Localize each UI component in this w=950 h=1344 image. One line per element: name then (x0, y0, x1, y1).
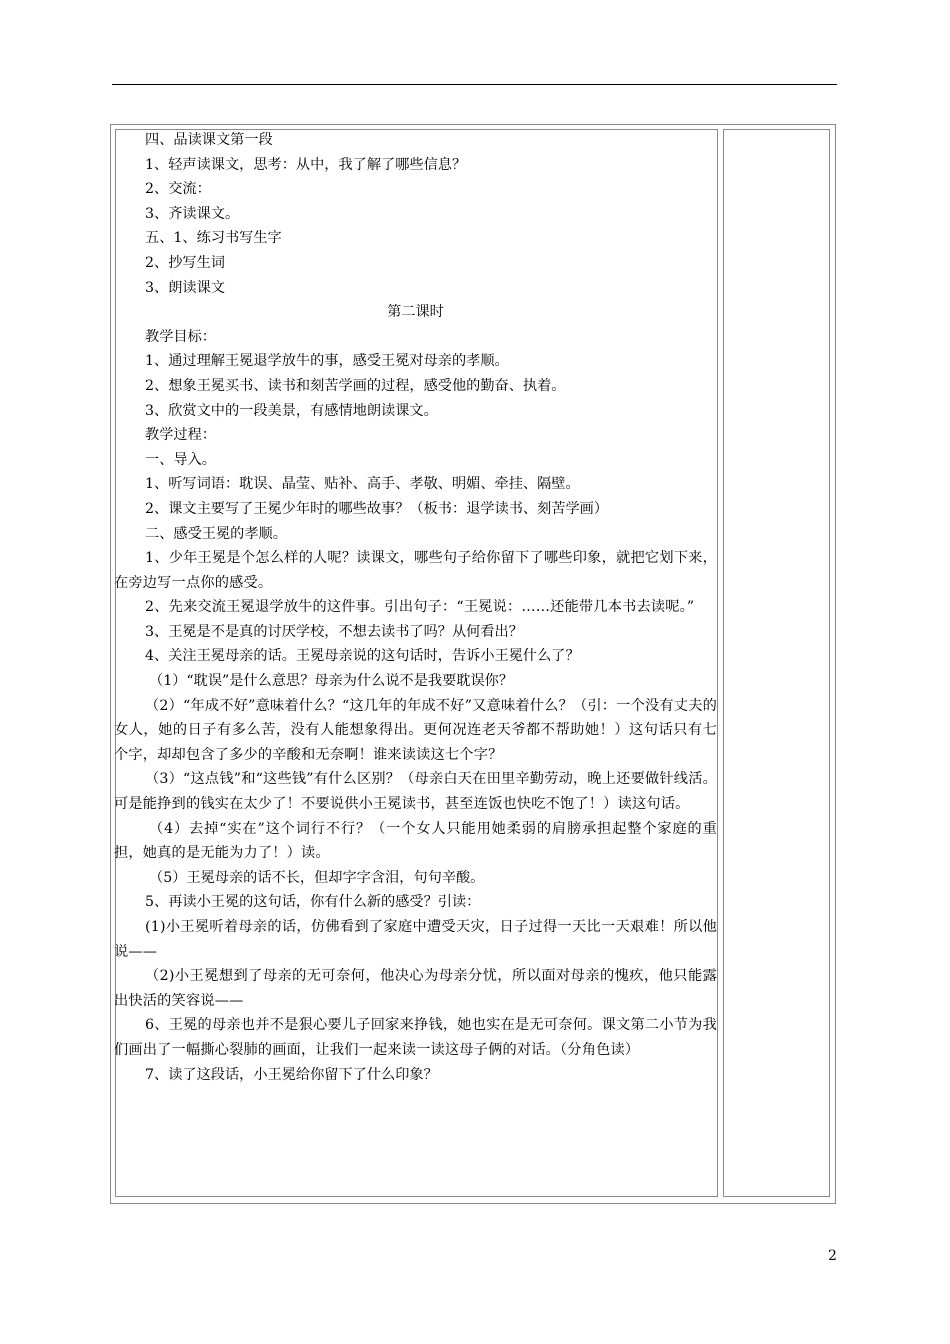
text-line: 4、关注王冕母亲的话。王冕母亲说的这句话时，告诉小王冕什么了？ (145, 648, 580, 665)
text-paragraph: （2）“年成不好”意味着什么？“这几年的年成不好”又意味着什么？（引：一个没有丈夫的女人，她的日子有多么苦，没有人能想象得出。更何况连老天爷都不帮助她！）这句话只有七个字，却却包含了多少的辛酸和无奈啊！谁来读读这七个字？ (114, 697, 717, 763)
text-paragraph: (1)小王冕听着母亲的话，仿佛看到了家庭中遭受天灾，日子过得一天比一天艰难！所以他说—— (114, 919, 717, 960)
text-line: 5、再读小王冕的这句话，你有什么新的感受？引读： (145, 894, 481, 911)
text-paragraph: （4）去掉“实在”这个词行不行？（一个女人只能用她柔弱的肩膀承担起整个家庭的重担，她真的是无能为力了！）读。 (114, 820, 717, 862)
text-line: 2、交流： (145, 181, 211, 198)
text-line: 3、欣赏文中的一段美景，有感情地朗读课文。 (145, 402, 438, 419)
text-paragraph: 2、先来交流王冕退学放牛的这件事。引出句子：“王冕说：……还能带几本书去读呢。” (145, 599, 695, 616)
text-line: 3、王冕是不是真的讨厌学校，不想去读书了吗？从何看出？ (145, 623, 523, 640)
text-line: 7、读了这段话，小王冕给你留下了什么印象？ (145, 1066, 438, 1083)
section-heading: 五、1、练习书写生字 (145, 230, 282, 247)
page-number: 2 (828, 1248, 837, 1264)
text-line: 2、抄写生词 (145, 254, 225, 271)
section-heading: 二、感受王冕的孝顺。 (145, 525, 287, 542)
text-line: （1）“耽误”是什么意思？母亲为什么说不是我要耽误你？ (149, 673, 514, 690)
text-paragraph: 6、王冕的母亲也并不是狠心要儿子回家来挣钱，她也实在是无可奈何。课文第二小节为我们画出了一幅撕心裂肺的画面，让我们一起来读一读这母子俩的对话。（分角色读） (114, 1017, 717, 1058)
section-heading: 一、导入。 (145, 451, 216, 468)
text-paragraph: 1、少年王冕是个怎么样的人呢？读课文，哪些句子给你留下了哪些印象，就把它划下来，在旁边写一点你的感受。 (114, 550, 717, 591)
text-paragraph: （2)小王冕想到了母亲的无可奈何，他决心为母亲分忧，所以面对母亲的愧疚，他只能露出快活的笑容说—— (114, 968, 717, 1009)
section-heading: 教学目标： (145, 328, 216, 345)
lesson-content (114, 128, 717, 1087)
text-line: 2、想象王冕买书、读书和刻苦学画的过程，感受他的勤奋、执着。 (145, 377, 566, 394)
text-paragraph: （3）“这点钱”和“这些钱”有什么区别？（母亲白天在田里辛勤劳动，晚上还要做针线活。可是能挣到的钱实在太少了！不要说供小王冕读书，甚至连饭也快吃不饱了！）读这句话。 (114, 771, 717, 813)
text-line: 3、朗读课文 (145, 279, 225, 296)
lesson-title: 第二课时 (387, 304, 444, 321)
text-line: 3、齐读课文。 (145, 205, 240, 222)
text-line: 2、课文主要写了王冕少年时的哪些故事？（板书：退学读书、刻苦学画） (145, 500, 609, 517)
text-line: 1、通过理解王冕退学放牛的事，感受王冕对母亲的孝顺。 (145, 353, 509, 370)
notes-cell (723, 129, 830, 1197)
text-line: 1、听写词语：耽误、晶莹、贴补、高手、孝敬、明媚、牵挂、隔壁。 (145, 476, 580, 493)
section-heading: 教学过程： (145, 427, 216, 444)
text-line: 1、轻声读课文，思考：从中，我了解了哪些信息？ (145, 156, 467, 173)
section-heading: 四、品读课文第一段 (145, 132, 273, 148)
text-line: （5）王冕母亲的话不长，但却字字含泪，句句辛酸。 (149, 869, 485, 886)
header-rule (112, 84, 837, 85)
